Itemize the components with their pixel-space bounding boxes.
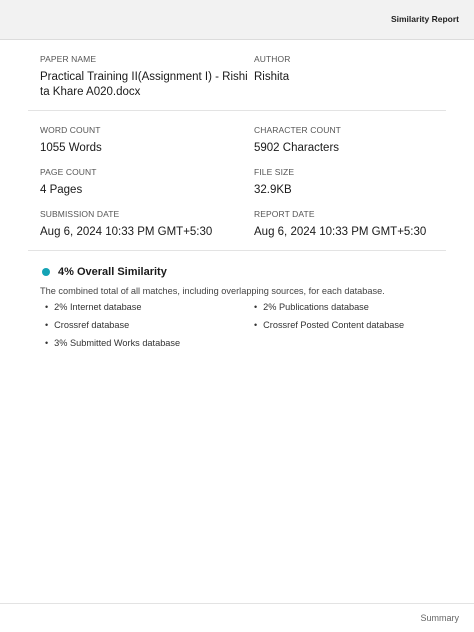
bullet-icon: • — [45, 338, 49, 348]
paper-name-value — [40, 70, 255, 100]
bullet-icon: • — [45, 320, 49, 330]
database-item-label: 2% Publications database — [263, 302, 369, 312]
paper-name-label: PAPER NAME — [40, 54, 97, 64]
database-item-label: Crossref Posted Content database — [263, 320, 405, 330]
word-count-label: WORD COUNT — [40, 125, 101, 135]
file-size-field — [254, 167, 454, 198]
author-field — [254, 54, 454, 85]
paper-name-line-1: Practical Training II(Assignment I) - Rishi — [40, 71, 248, 83]
database-item — [254, 320, 404, 330]
report-header — [0, 0, 474, 40]
footer-summary-label: Summary — [420, 613, 459, 623]
author-label: AUTHOR — [254, 54, 291, 64]
database-item-label: Crossref database — [54, 320, 130, 330]
bullet-icon: • — [254, 320, 258, 330]
report-date-label: REPORT DATE — [254, 209, 315, 219]
database-item-label: 2% Internet database — [54, 302, 142, 312]
bullet-icon: • — [254, 302, 258, 312]
database-item — [45, 320, 129, 330]
database-item — [45, 302, 142, 312]
overall-similarity-heading — [42, 266, 167, 278]
report-date-field — [254, 209, 454, 240]
report-date-value: Aug 6, 2024 10:33 PM GMT+5:30 — [254, 226, 427, 238]
word-count-field — [40, 125, 240, 156]
bullet-icon: • — [45, 302, 49, 312]
database-item-label: 3% Submitted Works database — [54, 338, 181, 348]
similarity-dot-icon — [42, 268, 50, 276]
report-title: Similarity Report — [390, 14, 459, 24]
character-count-value: 5902 Characters — [254, 142, 340, 154]
section-divider — [28, 250, 446, 251]
paper-name-field — [40, 54, 255, 100]
submission-date-field — [40, 209, 240, 240]
paper-name-line-2: ta Khare A020.docx — [40, 86, 141, 98]
character-count-field — [254, 125, 454, 156]
character-count-label: CHARACTER COUNT — [254, 125, 341, 135]
database-item — [45, 338, 180, 348]
similarity-description: The combined total of all matches, including overlapping sources, for each database. — [40, 286, 385, 296]
submission-date-value: Aug 6, 2024 10:33 PM GMT+5:30 — [40, 226, 213, 238]
page-count-value: 4 Pages — [40, 184, 83, 196]
submission-date-label: SUBMISSION DATE — [40, 209, 120, 219]
author-value: Rishita — [254, 71, 290, 83]
word-count-value: 1055 Words — [40, 142, 102, 154]
overall-similarity-title: 4% Overall Similarity — [58, 266, 167, 278]
file-size-label: FILE SIZE — [254, 167, 295, 177]
footer-divider — [0, 603, 474, 604]
page-count-field — [40, 167, 240, 198]
section-divider — [28, 110, 446, 111]
page-count-label: PAGE COUNT — [40, 167, 97, 177]
file-size-value: 32.9KB — [254, 184, 292, 196]
database-item — [254, 302, 369, 312]
